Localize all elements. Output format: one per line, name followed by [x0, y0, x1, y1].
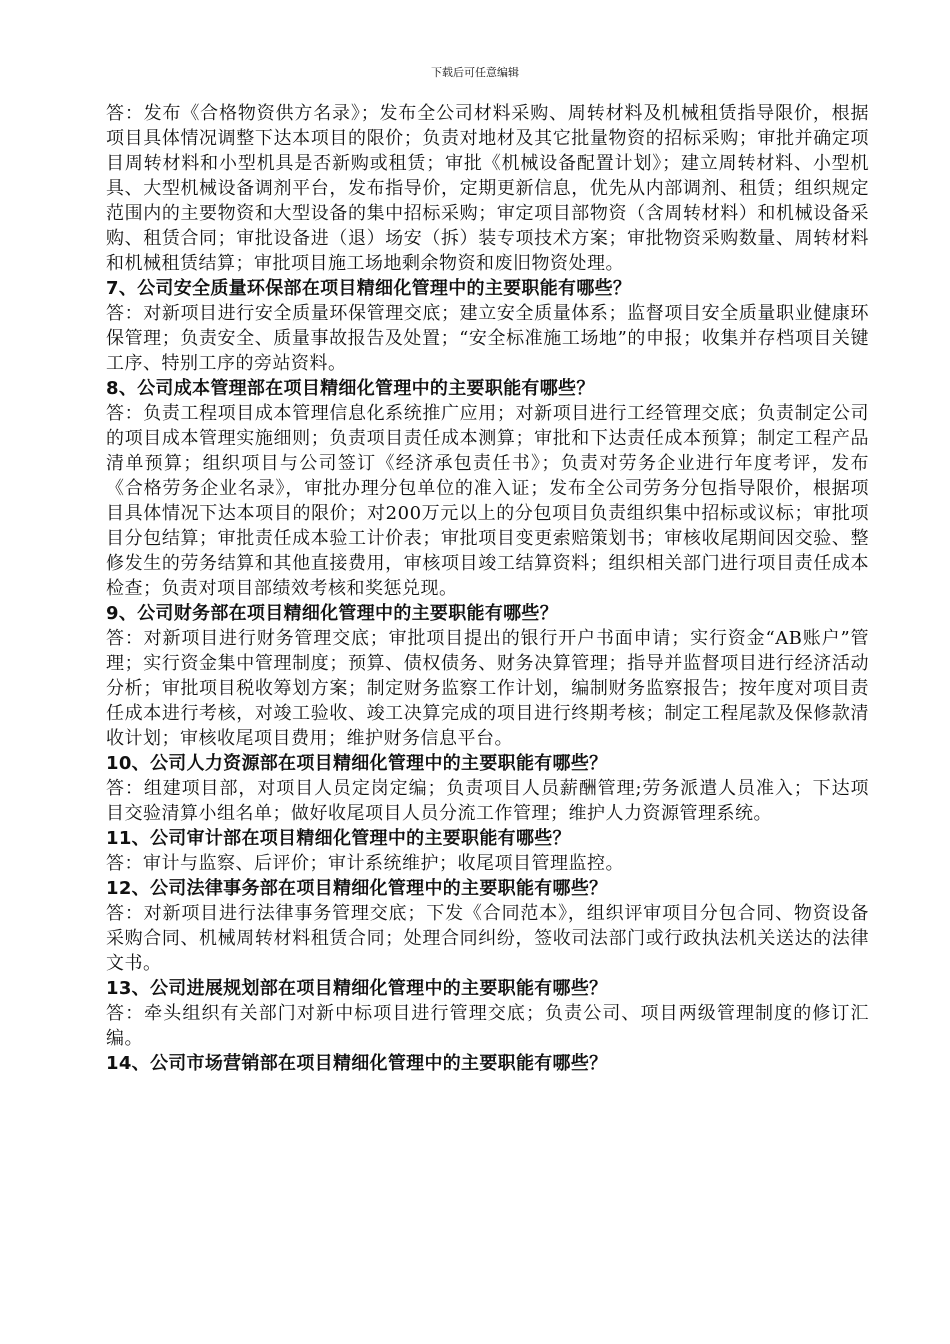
document-body: [106, 101, 869, 1076]
answer-text: 答：发布《合格物资供方名录》；发布全公司材料采购、周转材料及机械租赁指导限价，根据项目具体情况调整下达本项目的限价；负责对地材及其它批量物资的招标采购；审批并确定项目周转材料和小型机具是否新购或租赁；审批《机械设备配置计划》；建立周转材料、小型机具、大型机械设备调剂平台，发布指导价，定期更新信息，优先从内部调剂、租赁；组织规定范围内的主要物资和大型设备的集中招标采购；审定项目部物资（含周转材料）和机械设备采购、租赁合同；审批设备进（退）场安（拆）装专项技术方案；审批物资采购数量、周转材料和机械租赁结算；审批项目施工场地剩余物资和废旧物资处理。: [106, 103, 869, 274]
answer-text: 答：负责工程项目成本管理信息化系统推广应用；对新项目进行工经管理交底；负责制定公司的项目成本管理实施细则；负责项目责任成本测算；审批和下达责任成本预算；制定工程产品清单预算；组织项目与公司签订《经济承包责任书》；负责对劳务企业进行年度考评，发布《合格劳务企业名录》，审批办理分包单位的准入证；发布全公司劳务分包指导限价，根据项目具体情况下达本项目的限价；对200万元以上的分包项目负责组织集中招标或议标；审批项目分包结算；审批责任成本验工计价表；审批项目变更索赔策划书；审核收尾期间因交验、整修发生的劳务结算和其他直接费用，审核项目竣工结算资料；组织相关部门进行项目责任成本检查；负责对项目部绩效考核和奖惩兑现。: [106, 403, 869, 599]
answer-text: 答：组建项目部，对项目人员定岗定编；负责项目人员薪酬管理;劳务派遣人员准入；下达项目交验清算小组名单；做好收尾项目人员分流工作管理；维护人力资源管理系统。: [106, 778, 869, 824]
question-heading: 10、公司人力资源部在项目精细化管理中的主要职能有哪些？: [106, 753, 608, 774]
answer-text: 答：审计与监察、后评价；审计系统维护；收尾项目管理监控。: [106, 853, 624, 874]
question-heading: 11、公司审计部在项目精细化管理中的主要职能有哪些？: [106, 828, 571, 849]
download-note: 下载后可任意编辑: [431, 66, 519, 79]
answer-text: 答：对新项目进行财务管理交底；审批项目提出的银行开户书面申请；实行资金“AB账户”管理；实行资金集中管理制度；预算、债权债务、财务决算管理；指导并监督项目进行经济活动分析；审批项目税收筹划方案；制定财务监察工作计划，编制财务监察报告；按年度对项目责任成本进行考核，对竣工验收、竣工决算完成的项目进行终期考核；制定工程尾款及保修款清收计划；审核收尾项目费用；维护财务信息平台。: [106, 628, 869, 749]
question-heading: 7、公司安全质量环保部在项目精细化管理中的主要职能有哪些？: [106, 278, 632, 299]
question-heading: 14、公司市场营销部在项目精细化管理中的主要职能有哪些？: [106, 1053, 608, 1074]
answer-text: 答：牵头组织有关部门对新中标项目进行管理交底；负责公司、项目两级管理制度的修订汇编。: [106, 1003, 869, 1049]
answer-text: 答：对新项目进行安全质量环保管理交底；建立安全质量体系；监督项目安全质量职业健康环保管理；负责安全、质量事故报告及处置；“安全标准施工场地”的申报；收集并存档项目关键工序、特别工序的旁站资料。: [106, 303, 869, 374]
question-heading: 13、公司进展规划部在项目精细化管理中的主要职能有哪些？: [106, 978, 608, 999]
answer-text: 答：对新项目进行法律事务管理交底；下发《合同范本》，组织评审项目分包合同、物资设备采购合同、机械周转材料租赁合同；处理合同纠纷，签收司法部门或行政执法机关送达的法律文书。: [106, 903, 869, 974]
question-heading: 9、公司财务部在项目精细化管理中的主要职能有哪些？: [106, 603, 559, 624]
question-heading: 8、公司成本管理部在项目精细化管理中的主要职能有哪些？: [106, 378, 595, 399]
question-heading: 12、公司法律事务部在项目精细化管理中的主要职能有哪些？: [106, 878, 608, 899]
